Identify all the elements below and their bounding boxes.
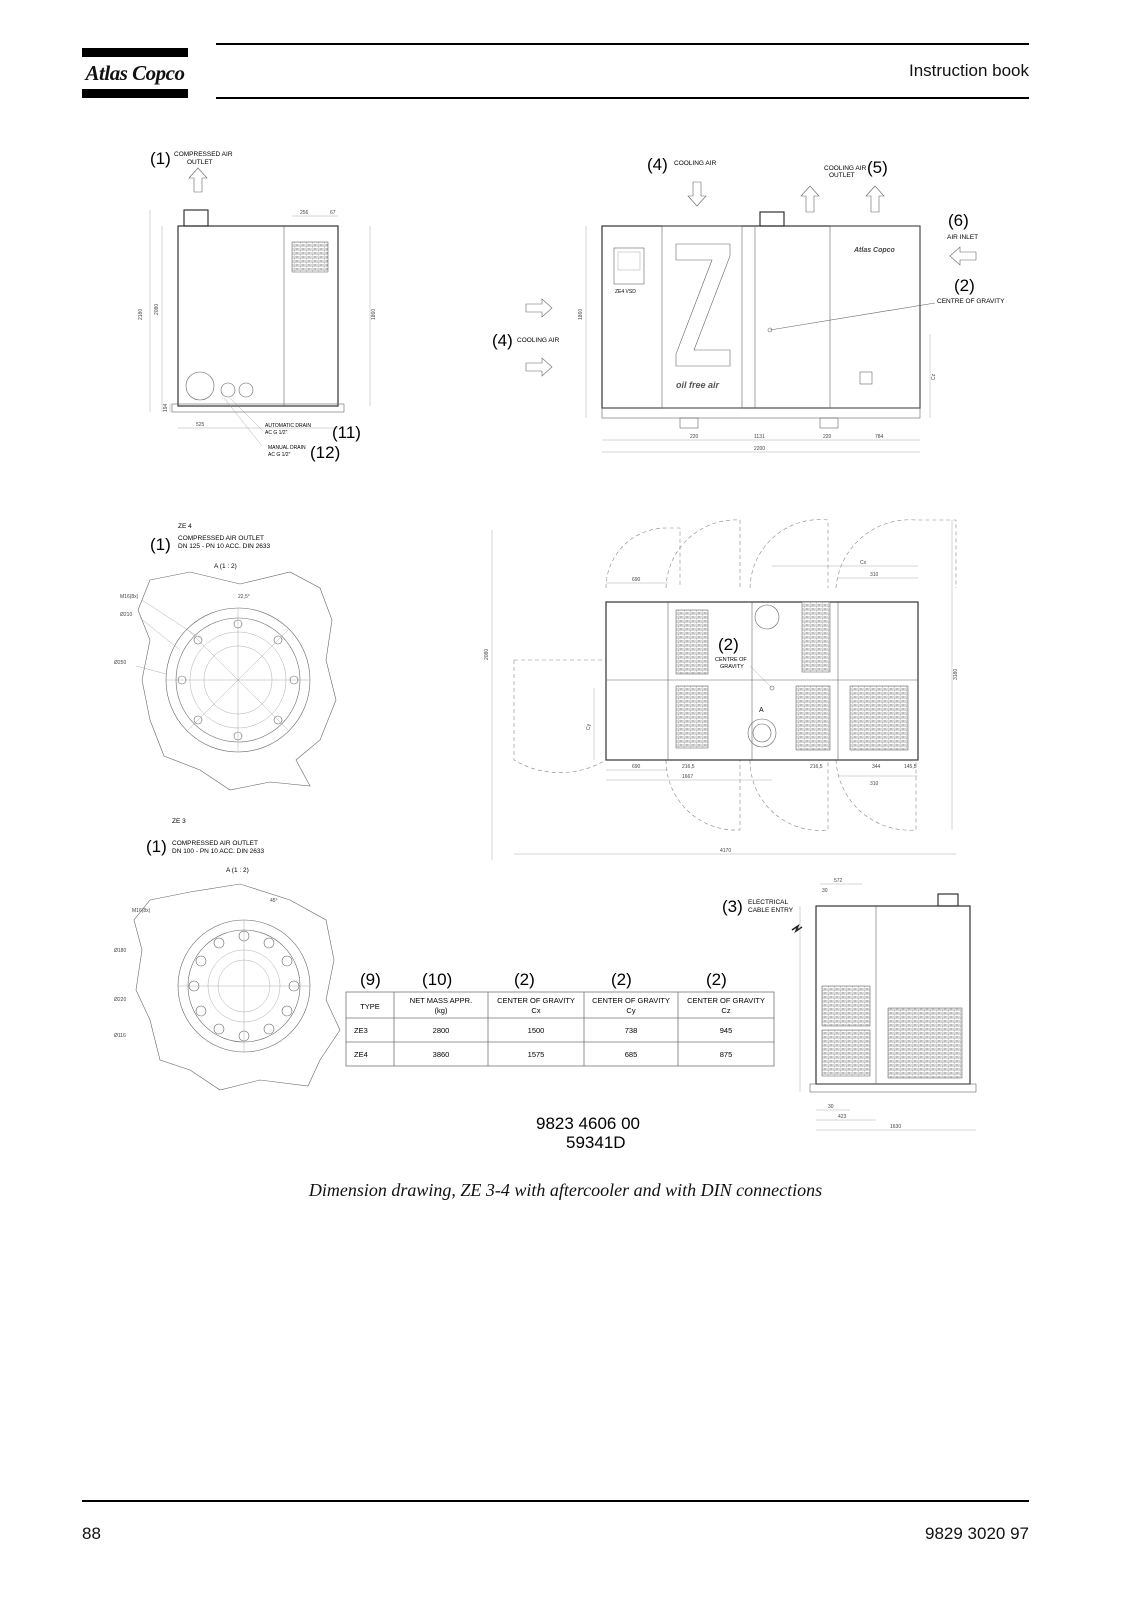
td-type-ze3: ZE3 xyxy=(354,1026,368,1035)
dim-dia220: Ø220 xyxy=(114,997,127,1003)
label-ze4: ZE 4 xyxy=(178,523,192,530)
dim-2180: 2180 xyxy=(138,308,144,320)
ref-2-front: (2) xyxy=(954,276,975,295)
dim-2200: 2200 xyxy=(754,446,766,452)
arrow-right-icon xyxy=(526,358,552,376)
ref-11: (11) xyxy=(332,423,361,442)
side-grille xyxy=(292,242,328,272)
ze4-flange-detail xyxy=(114,523,336,790)
door-swing-7 xyxy=(836,760,916,830)
label-ze4-outlet: COMPRESSED AIR OUTLET xyxy=(178,535,264,542)
ref-12: (12) xyxy=(310,443,341,462)
label-air-inlet: AIR INLET xyxy=(947,234,979,241)
arrow-down-icon xyxy=(688,182,706,206)
ref-6: (6) xyxy=(948,211,969,230)
dim-310-top: 310 xyxy=(870,572,879,578)
footer-rule xyxy=(82,1500,1029,1502)
label-automatic-drain: AUTOMATIC DRAIN xyxy=(265,423,311,429)
td-mass-ze3: 2800 xyxy=(432,1026,450,1035)
td-type-ze4: ZE4 xyxy=(354,1050,368,1059)
th-mass-unit: (kg) xyxy=(434,1006,448,1015)
th-cy: CENTER OF GRAVITY xyxy=(592,996,670,1005)
label-compressed-air: COMPRESSED AIR xyxy=(174,151,233,158)
ref-4-top: (4) xyxy=(647,155,668,174)
plan-view xyxy=(484,520,959,860)
dim-m16-ze3: M16(8x) xyxy=(132,908,151,914)
door-swing-left xyxy=(514,660,606,773)
header-rule-top xyxy=(216,43,1029,45)
dim-525: 525 xyxy=(196,422,205,428)
label-ze4-outlet-spec: DN 125 - PN 10 ACC. DIN 2633 xyxy=(178,543,271,550)
dim-4170: 4170 xyxy=(720,848,732,854)
label-section-a-ze4: A (1 : 2) xyxy=(214,563,237,570)
ref-3: (3) xyxy=(722,897,743,916)
dimension-drawing xyxy=(114,140,1005,1160)
ze3-break-outline xyxy=(134,884,340,1090)
plan-grille-3 xyxy=(676,686,708,748)
table-ref-mass: (10) xyxy=(422,970,453,989)
front-outlet-flange xyxy=(760,212,784,226)
ref-1-top: (1) xyxy=(150,149,171,168)
plan-grille-4 xyxy=(796,686,830,750)
plan-grille-2 xyxy=(802,602,830,672)
dim-cz: Cz xyxy=(931,373,937,380)
header-rule-bottom xyxy=(216,97,1029,99)
label-cooling-air-outlet-2: OUTLET xyxy=(829,172,855,179)
dim-2080: 2080 xyxy=(154,303,160,315)
z-logo-icon xyxy=(676,244,730,366)
table-ref-cx: (2) xyxy=(514,970,535,989)
dim-dia210: Ø210 xyxy=(120,612,133,618)
td-cy-ze4: 685 xyxy=(624,1050,638,1059)
rear-grille-3 xyxy=(888,1008,962,1078)
td-cz-ze3: 945 xyxy=(719,1026,733,1035)
dim-angle-ze4: 22,5° xyxy=(238,594,250,600)
dim-216-5-b: 216,5 xyxy=(810,764,823,770)
table-ref-cz: (2) xyxy=(706,970,727,989)
label-gravity: GRAVITY xyxy=(720,664,744,670)
label-ze3: ZE 3 xyxy=(172,818,186,825)
th-cx: CENTER OF GRAVITY xyxy=(497,996,575,1005)
th-cy-sub: Cy xyxy=(626,1006,636,1015)
dim-690-top: 690 xyxy=(632,577,641,583)
dim-194: 194 xyxy=(163,403,169,412)
th-cx-sub: Cx xyxy=(531,1006,541,1015)
atlas-copco-logo xyxy=(82,48,188,100)
label-cooling-air-top: COOLING AIR xyxy=(674,160,717,167)
label-electrical: ELECTRICAL xyxy=(748,899,789,906)
door-swing-6 xyxy=(750,760,828,830)
arrow-up-icon xyxy=(189,168,207,192)
label-manual-drain: MANUAL DRAIN xyxy=(268,445,306,451)
door-swing-4 xyxy=(836,520,956,588)
front-view xyxy=(492,155,1005,452)
table-ref-type: (9) xyxy=(360,970,381,989)
label-cable-entry: CABLE ENTRY xyxy=(748,907,794,914)
arrow-up-icon xyxy=(801,186,819,212)
dim-572: 572 xyxy=(834,878,843,884)
outlet-flange xyxy=(184,210,208,226)
dim-cy: Cy xyxy=(586,723,592,730)
th-type: TYPE xyxy=(360,1002,380,1011)
dim-30-bottom: 30 xyxy=(828,1104,834,1110)
label-ze4-vsd: ZE4 VSD xyxy=(615,289,636,295)
label-outlet: OUTLET xyxy=(187,159,213,166)
td-cx-ze4: 1575 xyxy=(527,1050,545,1059)
rear-grille-2 xyxy=(822,1030,870,1076)
dim-256: 256 xyxy=(300,210,309,216)
dim-m16-ze4: M16(8x) xyxy=(120,594,139,600)
label-section-a-ze3: A (1 : 2) xyxy=(226,867,249,874)
label-ze3-outlet: COMPRESSED AIR OUTLET xyxy=(172,840,258,847)
table-ref-cy: (2) xyxy=(611,970,632,989)
arrow-left-icon xyxy=(950,247,976,265)
ze3-flange-detail xyxy=(114,818,340,1090)
dim-690-bottom: 690 xyxy=(632,764,641,770)
plan-grille-1 xyxy=(676,610,708,674)
door-swing-5 xyxy=(666,760,740,830)
label-automatic-drain-size: AC G 1/2" xyxy=(265,430,288,436)
dim-145-5: 145,5 xyxy=(904,764,917,770)
label-manual-drain-size: AC G 1/2" xyxy=(268,452,291,458)
arrow-right-icon xyxy=(526,299,552,317)
label-oil-free: oil free air xyxy=(676,380,720,390)
logo-text: Atlas Copco xyxy=(85,61,185,85)
page-number: 88 xyxy=(82,1524,101,1543)
drawing-number: 9823 4606 00 xyxy=(536,1114,640,1133)
ref-4-left: (4) xyxy=(492,331,513,350)
dim-1860-side: 1860 xyxy=(371,308,377,320)
dim-423: 423 xyxy=(838,1114,847,1120)
arrow-up-icon xyxy=(866,186,884,212)
label-cooling-air-outlet: COOLING AIR xyxy=(824,165,867,172)
document-number: 9829 3020 97 xyxy=(925,1524,1029,1543)
dim-30-top: 30 xyxy=(822,888,828,894)
dim-216-5-a: 216,5 xyxy=(682,764,695,770)
figure-caption: Dimension drawing, ZE 3-4 with aftercooler and with DIN connections xyxy=(308,1180,823,1200)
td-mass-ze4: 3860 xyxy=(432,1050,450,1059)
th-cz: CENTER OF GRAVITY xyxy=(687,996,765,1005)
dim-cx: Cx xyxy=(860,560,867,566)
ref-2-plan: (2) xyxy=(718,635,739,654)
lightning-icon xyxy=(792,926,802,931)
dim-3180: 3180 xyxy=(953,668,959,680)
gravity-table xyxy=(346,970,774,1066)
dim-1630: 1630 xyxy=(890,1124,902,1130)
dim-67: 67 xyxy=(330,210,336,216)
side-view xyxy=(138,149,377,462)
label-machine-brand: Atlas Copco xyxy=(854,247,895,254)
td-cx-ze3: 1500 xyxy=(527,1026,545,1035)
ref-5: (5) xyxy=(867,158,888,177)
td-cy-ze3: 738 xyxy=(624,1026,638,1035)
door-swing-1 xyxy=(606,528,680,588)
header-title: Instruction book xyxy=(908,61,1029,80)
door-swing-3 xyxy=(750,520,828,588)
label-detail-a: A xyxy=(759,707,764,714)
dim-220-b: 220 xyxy=(823,434,832,440)
dim-220-a: 220 xyxy=(690,434,699,440)
dim-dia180: Ø180 xyxy=(114,948,127,954)
label-centre-of-gravity: CENTRE OF GRAVITY xyxy=(937,298,1005,305)
th-cz-sub: Cz xyxy=(721,1006,731,1015)
dim-dia116: Ø116 xyxy=(114,1033,126,1039)
label-ze3-outlet-spec: DN 100 - PN 10 ACC. DIN 2633 xyxy=(172,848,265,855)
td-cz-ze4: 875 xyxy=(719,1050,733,1059)
label-centre-of: CENTRE OF xyxy=(715,657,747,663)
drawing-sheet: 59341D xyxy=(566,1133,626,1152)
dim-1131: 1131 xyxy=(754,434,765,440)
ref-1-ze4: (1) xyxy=(150,535,171,554)
dim-2080-plan: 2080 xyxy=(484,648,490,660)
rear-outlet-flange xyxy=(938,894,958,906)
th-mass: NET MASS APPR. xyxy=(409,996,473,1005)
rear-grille-1 xyxy=(822,986,870,1026)
dim-1860-front: 1860 xyxy=(578,308,584,320)
dim-angle-ze3: 45° xyxy=(270,898,278,904)
door-swing-2 xyxy=(666,520,740,588)
dim-344: 344 xyxy=(872,764,881,770)
control-panel xyxy=(614,248,644,284)
ref-1-ze3: (1) xyxy=(146,837,167,856)
plan-grille-5 xyxy=(850,686,908,750)
label-cooling-air-left: COOLING AIR xyxy=(517,337,560,344)
dim-784: 784 xyxy=(875,434,884,440)
dim-310-bottom: 310 xyxy=(870,781,879,787)
dim-1667: 1667 xyxy=(682,774,694,780)
dim-dia250: Ø250 xyxy=(114,660,127,666)
